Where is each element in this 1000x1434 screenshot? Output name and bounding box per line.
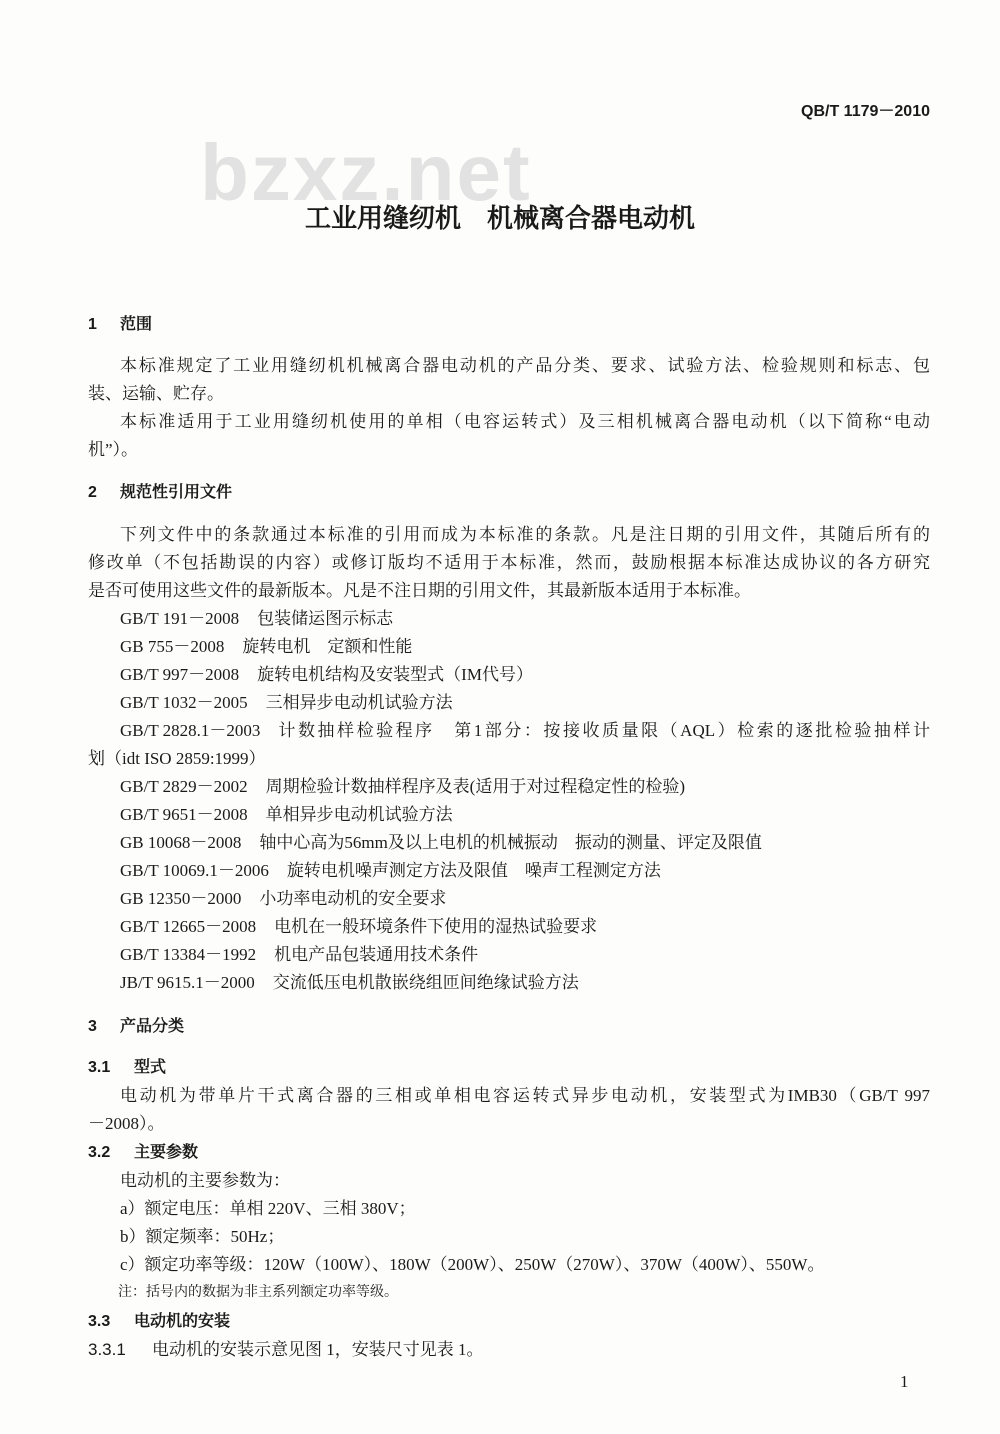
reference-code: GB/T 13384－1992 (120, 945, 257, 964)
section-number: 3.3 (88, 1313, 111, 1330)
reference-title: 包装储运图示标志 (257, 609, 394, 628)
reference-code: GB 10068－2008 (120, 833, 242, 852)
reference-item (120, 717, 930, 745)
section-title: 规范性引用文件 (120, 484, 233, 501)
reference-item (120, 661, 533, 689)
paragraph-line: 是否可使用这些文件的最新版本。凡是不注日期的引用文件，其最新版本适用于本标准。 (88, 581, 751, 600)
paragraph-line: 下列文件中的条款通过本标准的引用而成为本标准的条款。凡是注日期的引用文件，其随后所有的 (120, 525, 930, 544)
reference-code: GB/T 1032－2005 (120, 693, 248, 712)
paragraph-text: 电动机的安装示意见图 1，安装尺寸见表 1。 (152, 1340, 484, 1359)
list-item: a）额定电压：单相 220V、三相 380V； (120, 1199, 416, 1218)
subsection-3-3-heading (88, 1308, 230, 1336)
reference-item (120, 633, 412, 661)
subsection-3-2-heading (88, 1139, 198, 1167)
reference-code: GB/T 2829－2002 (120, 777, 248, 796)
reference-code: GB/T 2828.1－2003 (120, 721, 261, 740)
reference-title: 单相异步电动机试验方法 (265, 805, 453, 824)
reference-title: 轴中心高为56mm及以上电机的机械振动 振动的测量、评定及限值 (259, 833, 762, 852)
list-item: c）额定功率等级：120W（100W）、180W（200W）、250W（270W）、370W（400W）、550W。 (120, 1255, 825, 1274)
reference-title: 计数抽样检验程序 第1部分：按接收质量限（AQL）检索的逐批检验抽样计 (278, 721, 930, 740)
section-title: 范围 (120, 316, 153, 333)
reference-title: 机电产品包装通用技术条件 (274, 945, 479, 964)
reference-title: 三相异步电动机试验方法 (265, 693, 453, 712)
reference-code: GB 755－2008 (120, 637, 225, 656)
note: 注：括号内的数据为非主系列额定功率等级。 (118, 1285, 398, 1300)
paragraph-line: 修改单（不包括勘误的内容）或修订版均不适用于本标准，然而，鼓励根据本标准达成协议的各方研究 (88, 553, 930, 572)
reference-title: 电机在一般环境条件下使用的湿热试验要求 (274, 917, 598, 936)
watermark: bzxz.net (200, 128, 532, 217)
reference-item (120, 829, 762, 857)
reference-title: 周期检验计数抽样程序及表(适用于对过程稳定性的检验) (265, 777, 685, 796)
subsection-3-3-1 (88, 1336, 484, 1364)
page-number: 1 (900, 1372, 909, 1391)
paragraph-line: 电动机为带单片干式离合器的三相或单相电容运转式异步电动机，安装型式为IMB30（GB/T 997 (120, 1086, 930, 1105)
reference-item (120, 605, 393, 633)
paragraph-line: 本标准适用于工业用缝纫机使用的单相（电容运转式）及三相机械离合器电动机（以下简称“电动 (120, 412, 930, 431)
subsection-3-1-heading (88, 1054, 166, 1082)
reference-continuation: 划（idt ISO 2859:1999） (88, 749, 266, 768)
page-title: 工业用缝纫机 机械离合器电动机 (304, 203, 695, 233)
reference-item (120, 941, 478, 969)
reference-item (120, 857, 661, 885)
paragraph-line: 机”）。 (88, 440, 139, 459)
section-number: 3 (88, 1018, 97, 1035)
paragraph-line: 装、运输、贮存。 (88, 384, 224, 403)
reference-title: 旋转电机结构及安装型式（IM代号） (257, 665, 533, 684)
reference-item (120, 885, 446, 913)
reference-code: GB/T 191－2008 (120, 609, 240, 628)
section-number: 3.2 (88, 1144, 111, 1161)
reference-title: 旋转电机 定额和性能 (242, 637, 413, 656)
reference-code: GB/T 9651－2008 (120, 805, 248, 824)
section-title: 电动机的安装 (134, 1313, 231, 1330)
section-1-heading (88, 311, 152, 339)
section-number: 3.3.1 (88, 1340, 126, 1359)
reference-item (120, 801, 453, 829)
section-number: 1 (88, 316, 97, 333)
section-title: 主要参数 (134, 1144, 199, 1161)
section-number: 2 (88, 484, 97, 501)
reference-code: GB/T 12665－2008 (120, 917, 257, 936)
section-2-heading (88, 479, 232, 507)
section-title: 产品分类 (120, 1018, 185, 1035)
reference-title: 交流低压电机散嵌绕组匝间绝缘试验方法 (272, 973, 579, 992)
reference-code: GB 12350－2000 (120, 889, 242, 908)
reference-item (120, 773, 685, 801)
paragraph-line: 电动机的主要参数为： (120, 1171, 290, 1190)
reference-item (120, 689, 453, 717)
reference-item (120, 913, 597, 941)
reference-title: 小功率电动机的安全要求 (259, 889, 447, 908)
list-item: b）额定频率：50Hz； (120, 1227, 285, 1246)
reference-title: 旋转电机噪声测定方法及限值 噪声工程测定方法 (286, 861, 661, 880)
reference-code: GB/T 997－2008 (120, 665, 240, 684)
reference-code: JB/T 9615.1－2000 (120, 973, 255, 992)
section-title: 型式 (134, 1059, 167, 1076)
section-3-heading (88, 1013, 184, 1041)
reference-code: GB/T 10069.1－2006 (120, 861, 269, 880)
paragraph-line: 本标准规定了工业用缝纫机机械离合器电动机的产品分类、要求、试验方法、检验规则和标志、包 (120, 356, 930, 375)
section-number: 3.1 (88, 1059, 111, 1076)
reference-item (120, 969, 579, 997)
document-id: QB/T 1179－2010 (801, 103, 930, 120)
paragraph-line: －2008）。 (88, 1114, 165, 1133)
